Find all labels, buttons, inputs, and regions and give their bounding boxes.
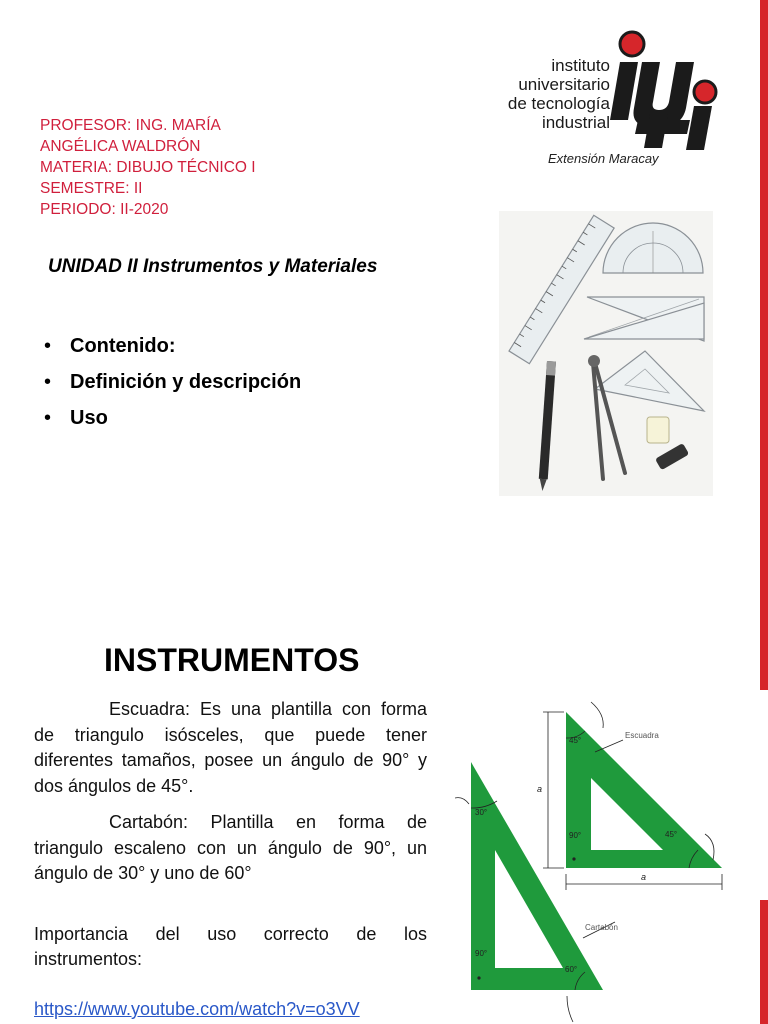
escuadra-label: Escuadra [625, 731, 659, 740]
angle-label-90-escuadra: 90° [569, 831, 582, 840]
instruments-photo [499, 211, 713, 496]
angle-label-45-right: 45° [665, 830, 678, 839]
drawing-tools-illustration [499, 211, 713, 496]
bullet-item [44, 364, 301, 400]
subject-line: MATERIA: DIBUJO TÉCNICO I [40, 159, 256, 176]
logo-line: instituto [551, 56, 610, 75]
professor-line: ANGÉLICA WALDRÓN [40, 138, 201, 155]
unit-title: UNIDAD II Instrumentos y Materiales [48, 256, 378, 277]
bullet-item [44, 328, 301, 364]
period-line: PERIODO: II-2020 [40, 201, 169, 218]
bullet-marker: • [44, 407, 52, 429]
content-bullet-list [44, 328, 301, 436]
youtube-link[interactable]: https://www.youtube.com/watch?v=o3VV [34, 999, 360, 1019]
logo-line: de tecnología [507, 94, 610, 113]
bullet-text: Contenido: [70, 335, 176, 357]
dimension-label-horizontal: a [641, 872, 647, 882]
bullet-marker: • [44, 371, 52, 393]
angle-label-30: 30° [475, 808, 488, 817]
bullet-text: Uso [70, 407, 108, 429]
dimension-label-vertical: a [537, 784, 543, 794]
angle-label-90-cartabon: 90° [475, 949, 488, 958]
bullet-text: Definición y descripción [70, 371, 302, 393]
iuti-logo [498, 28, 728, 173]
logo-line: universitario [518, 75, 610, 94]
instruments-heading: INSTRUMENTOS [104, 642, 360, 678]
set-squares-drawing [455, 700, 730, 1024]
bullet-item [44, 400, 301, 436]
angle-label-45-top: 45° [569, 736, 582, 745]
professor-info [40, 115, 256, 220]
paragraph-escuadra: Escuadra: Es una plantilla con forma de triangulo isósceles, que puede tener diferentes tamaños, posee un ángulo de 90° y dos ángulos de 45°. [34, 699, 427, 796]
accent-bar-top [760, 0, 768, 600]
professor-line: PROFESOR: ING. MARÍA [40, 117, 221, 134]
angle-label-60: 60° [565, 965, 578, 974]
accent-bar-gap [760, 690, 768, 900]
cartabon-label: Cartabón [585, 923, 618, 932]
logo-wordmark [508, 56, 610, 132]
paragraph-cartabon: Cartabón: Plantilla en forma de triangulo escaleno con un ángulo de 90°, un ángulo de 30° y uno de 60° [34, 812, 427, 883]
semester-line: SEMESTRE: II [40, 180, 143, 197]
logo-line: industrial [541, 113, 610, 132]
instruments-body [34, 697, 427, 973]
logo-extension: Extensión Maracay [548, 151, 659, 166]
paragraph-importance: Importancia del uso correcto de los instrumentos: [34, 923, 427, 969]
bullet-marker: • [44, 335, 52, 357]
set-squares-diagram [455, 700, 730, 1024]
